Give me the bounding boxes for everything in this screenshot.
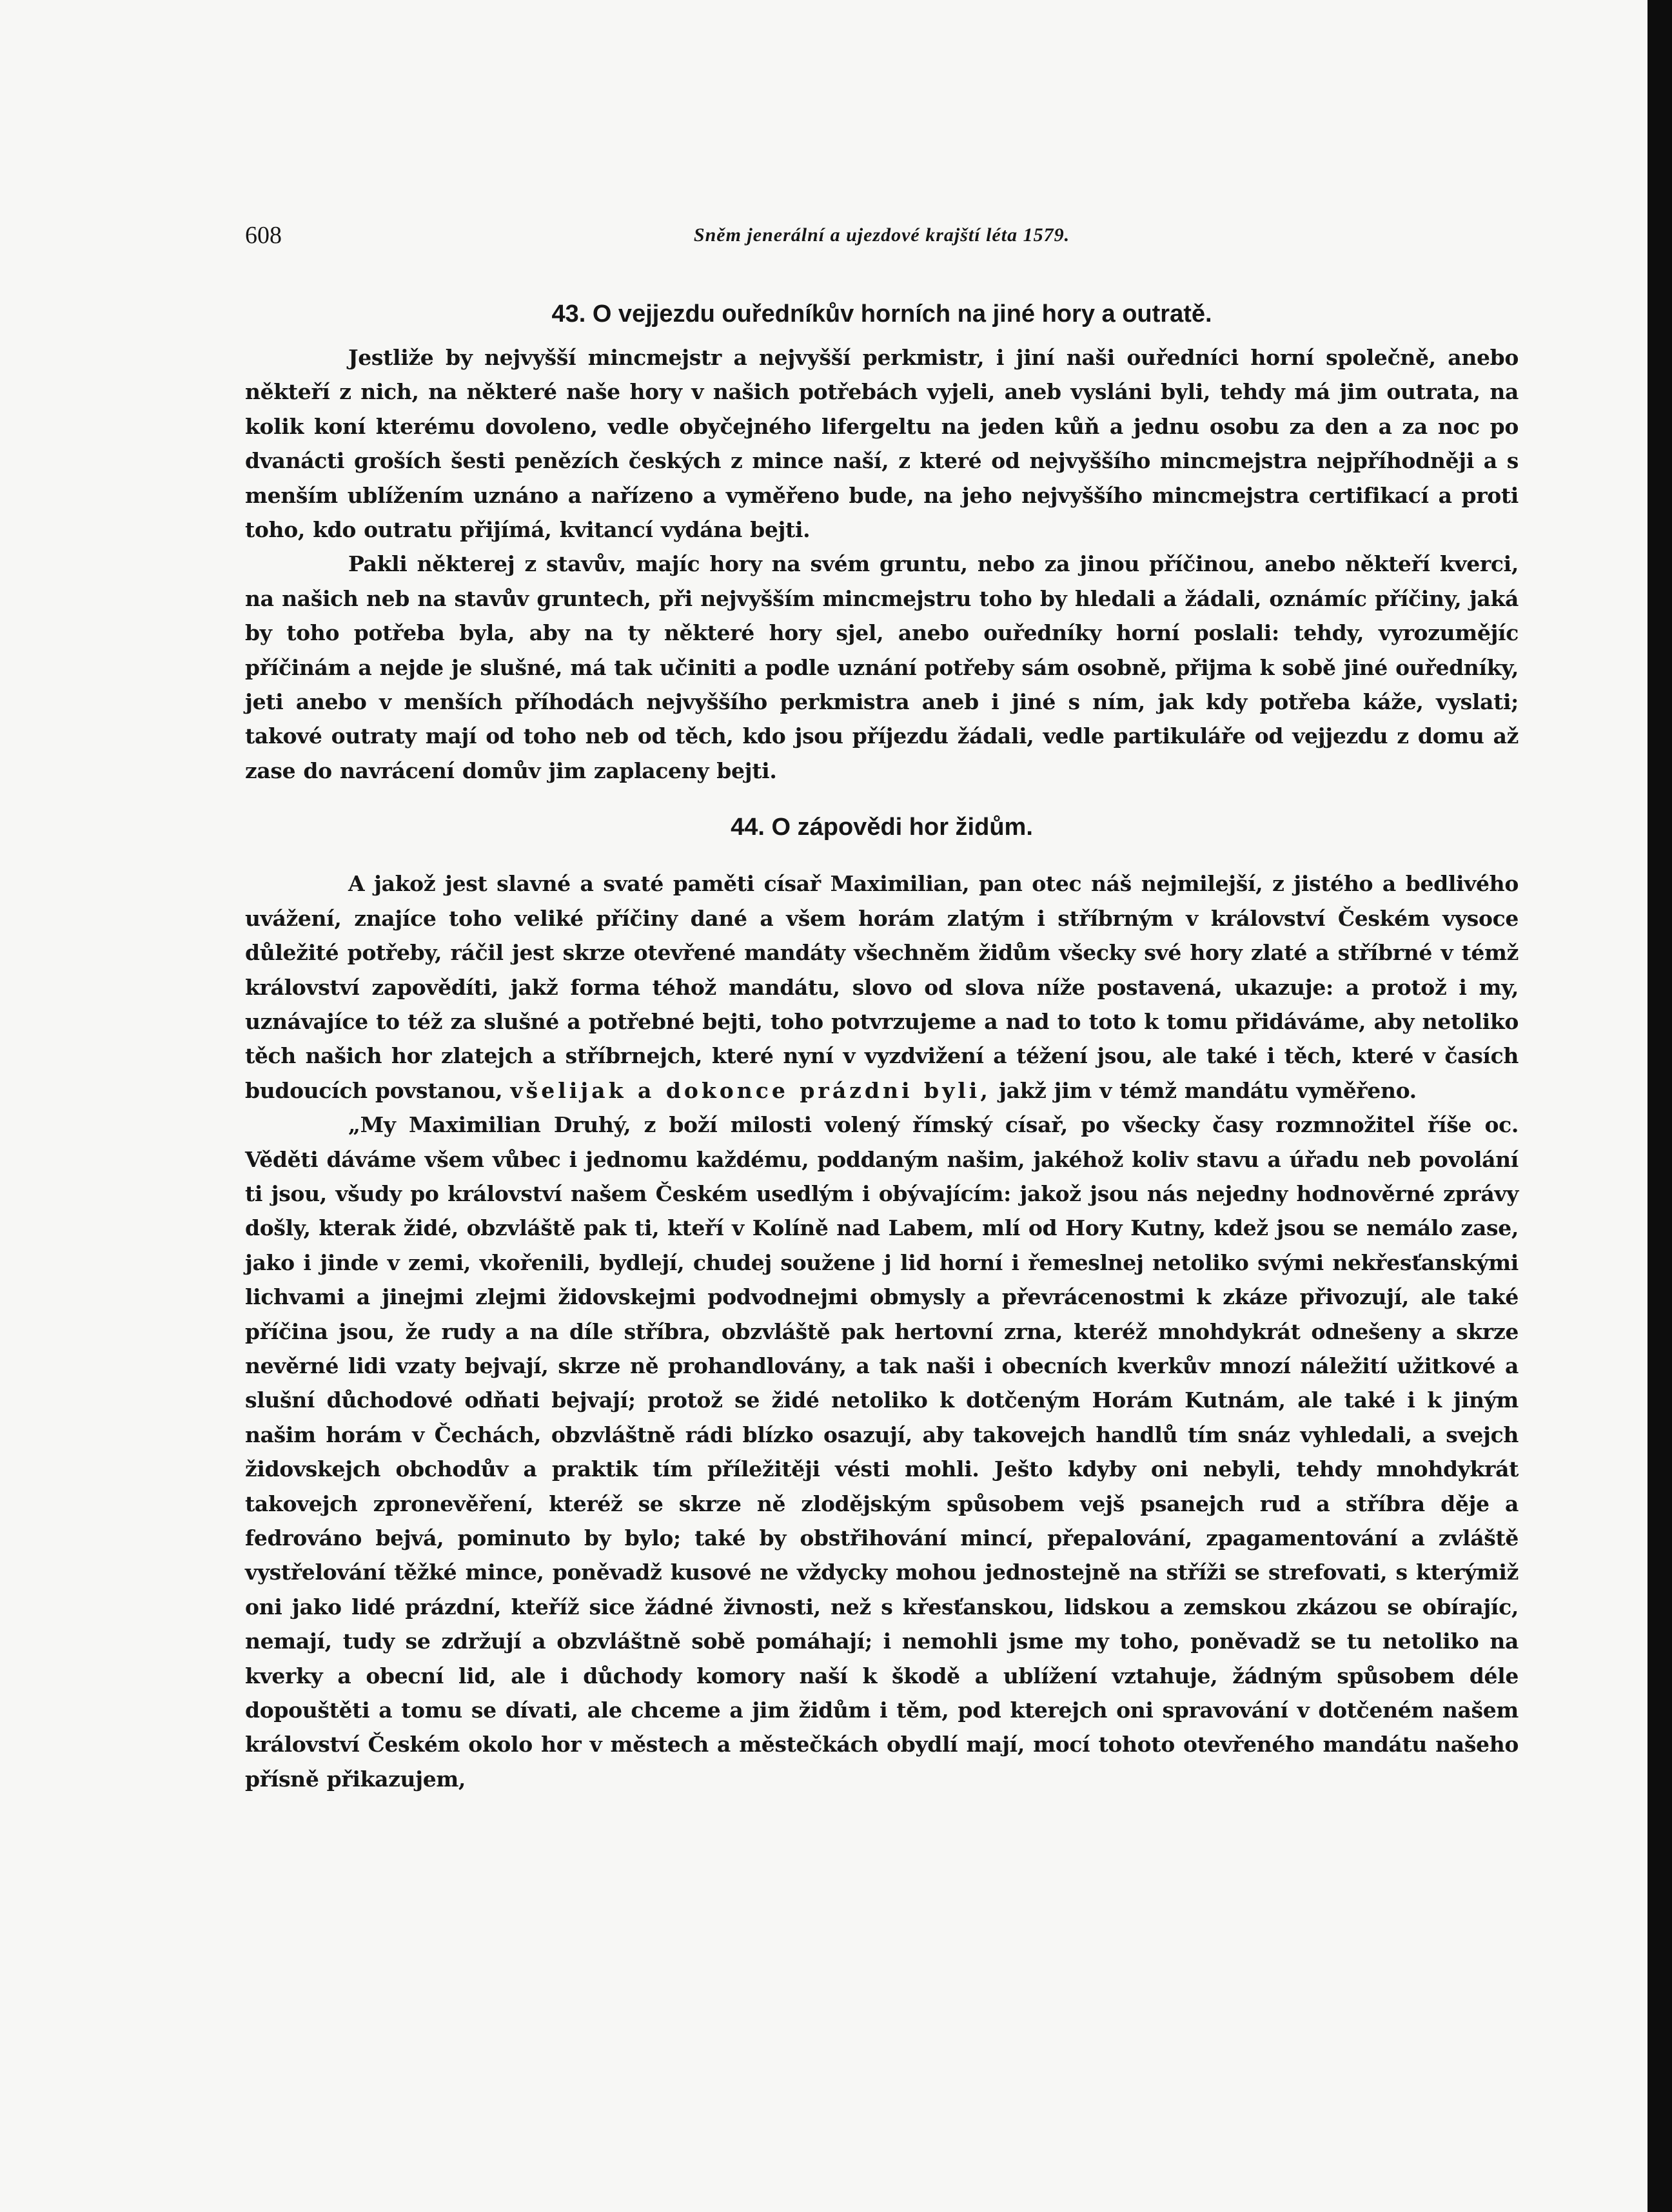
section-44-heading: 44. O zápovědi hor židům. [731,814,1033,841]
paragraph-text: A jakož jest slavné a svaté paměti císař Maximilian, pan otec náš nejmilejší, z jistého a bedlivého uvážení, znajíce toho veliké příčiny dané a všem horám zlatým i stříbrným v království Českém vysoce důležité potřeby, ráčil jest skrze otevřené mandáty všechněm židům všecky své hory zlaté a stříbrné v témž království zapovědíti, jakž forma téhož mandátu, slovo od slova níže postavená, ukazuje: a protož i my, uznávajíce to též za slušné a potřebné bejti, toho potvrzujeme a nad to toto k tomu přidáváme, aby netoliko těch našich hor zlatejch a stříbrnejch, které nyní v vyzdvižení a téžení jsou, ale také i těch, které v časích budoucích povstanou, [245,871,1519,1103]
scan-border [1647,0,1672,2212]
running-head [245,213,1519,258]
section-44-paragraph-2: „My Maximilian Druhý, z boží milosti volený římský císař, po všecky časy rozmnožitel říše oc. Věděti dáváme všem vůbec i jednomu každému, poddaným našim, jakéhož koliv stavu a úřadu neb povolání ti jsou, všudy po království našem Českém usedlým i obývajícím: jakož jsou nás nejedny hodnověrné zprávy došly, kterak židé, obzvláště pak ti, kteří v Kolíně nad Labem, mlí od Hory Kutny, kdež jsou se nemálo zase, jako i jinde v zemi, vkořenili, bydlejí, chudej soužene j lid horní i řemeslnej netoliko svými nekřesťanskými lichvami a jinejmi zlejmi židovskejmi podvodnejmi obmysly a převrácenostmi k zkáze přivozují, ale také příčina jsou, že rudy a na díle stříbra, obzvláště pak hertovní zrna, kteréž mnohdykrát odnešeny a skrze nevěrné lidi vzaty bejvají, skrze ně prohandlovány, a tak naši i obecních kverkův mnozí náležití užitkové a slušní důchodové odňati bejvají; protož se židé netoliko k dotčeným Horám Kutnám, ale také i k jiným našim horám v Čechách, obzvláštně rádi blízko osazují, aby takovejch handlů tím snáz vyhledali, a svejch židovskejch obchodův a praktik tím příležitěji vésti mohli. Ješto kdyby oni nebyli, tehdy mnohdykrát takovejch zpronevěření, kteréž se skrze ně zlodějským spůsobem vejš psanejch rud a stříbra děje a fedrováno bejvá, pominuto by bylo; také by obstřihování mincí, přepalování, zpagamentování a zvláště vystřelování těžké mince, poněvadž kusové ne vždycky mohou jednostejně na stříži se strefovati, s kterýmiž oni jako lidé prázdní, kteříž sice žádné živnosti, než s křesťanskou, lidskou a zemskou zkázou se obírajíc, nemají, tudy se zdržují a obzvláštně sobě pomáhají; i nemohli jsme my toho, poněvadž se tu netoliko na kverky a obecní lid, ale i důchody komory naší k škodě a ublížení vztahuje, žádným spůsobem déle dopouštěti a tomu se dívati, ale chceme a jim židům i těm, pod kterejch oni spravování v dotčeném našem království Českém okolo hor v městech a městečkách obydlí mají, mocí tohoto otevřeného mandátu našeho přísně přikazujem, [245,1112,1519,1792]
page-number: 608 [245,222,282,249]
running-title: Sněm jenerální a ujezdové krajští léta 1579. [693,224,1070,246]
letterspaced-emphasis: všelijak a dokonce prázdni byli, [510,1077,991,1103]
section-43-heading: 43. O vejjezdu ouředníkův horních na jiné hory a outratě. [551,300,1212,328]
section-43-paragraph-1: Jestliže by nejvyšší mincmejstr a nejvyšší perkmistr, i jiní naši ouředníci horní společně, anebo někteří z nich, na některé naše hory v našich potřebách vyjeli, aneb vysláni byli, tehdy má jim outrata, na kolik koní kterému dovoleno, vedle obyčejného lifergeltu na jeden kůň a jednu osobu za den a za noc po dvanácti groších šesti penězích českých z mince naší, z které od nejvyššího mincmejstra nejpříhodněji a s menším ublížením uznáno a nařízeno a vyměřeno bude, na jeho nejvyššího mincmejstra certifikací a proti toho, kdo outratu přijímá, kvitancí vydána bejti. [245,345,1519,543]
section-44-paragraph-1 [245,866,1519,1108]
text-block [245,213,1519,1796]
section-43-paragraph-2: Pakli některej z stavův, majíc hory na svém gruntu, nebo za jinou příčinou, anebo někteří kverci, na našich neb na stavův gruntech, při nejvyšším mincmejstru toho by hledali a žádali, oznámíc příčiny, jaká by toho potřeba byla, aby na ty některé hory sjel, anebo ouředníky horní poslali: tehdy, vyrozumějíc příčinám a nejde je slušné, má tak učiniti a podle uznání potřeby sám osobně, přijma k sobě jiné ouředníky, jeti anebo v menších příhodách nejvyššího perkmistra aneb i jiné s ním, jak kdy potřeba káže, vyslati; takové outraty mají od toho neb od těch, kdo jsou příjezdu žádali, vedle partikuláře od vejjezdu z domu až zase do navrácení domův jim zaplaceny bejti. [245,551,1519,783]
paragraph-text: jakž jim v témž mandátu vyměřeno. [998,1077,1417,1103]
